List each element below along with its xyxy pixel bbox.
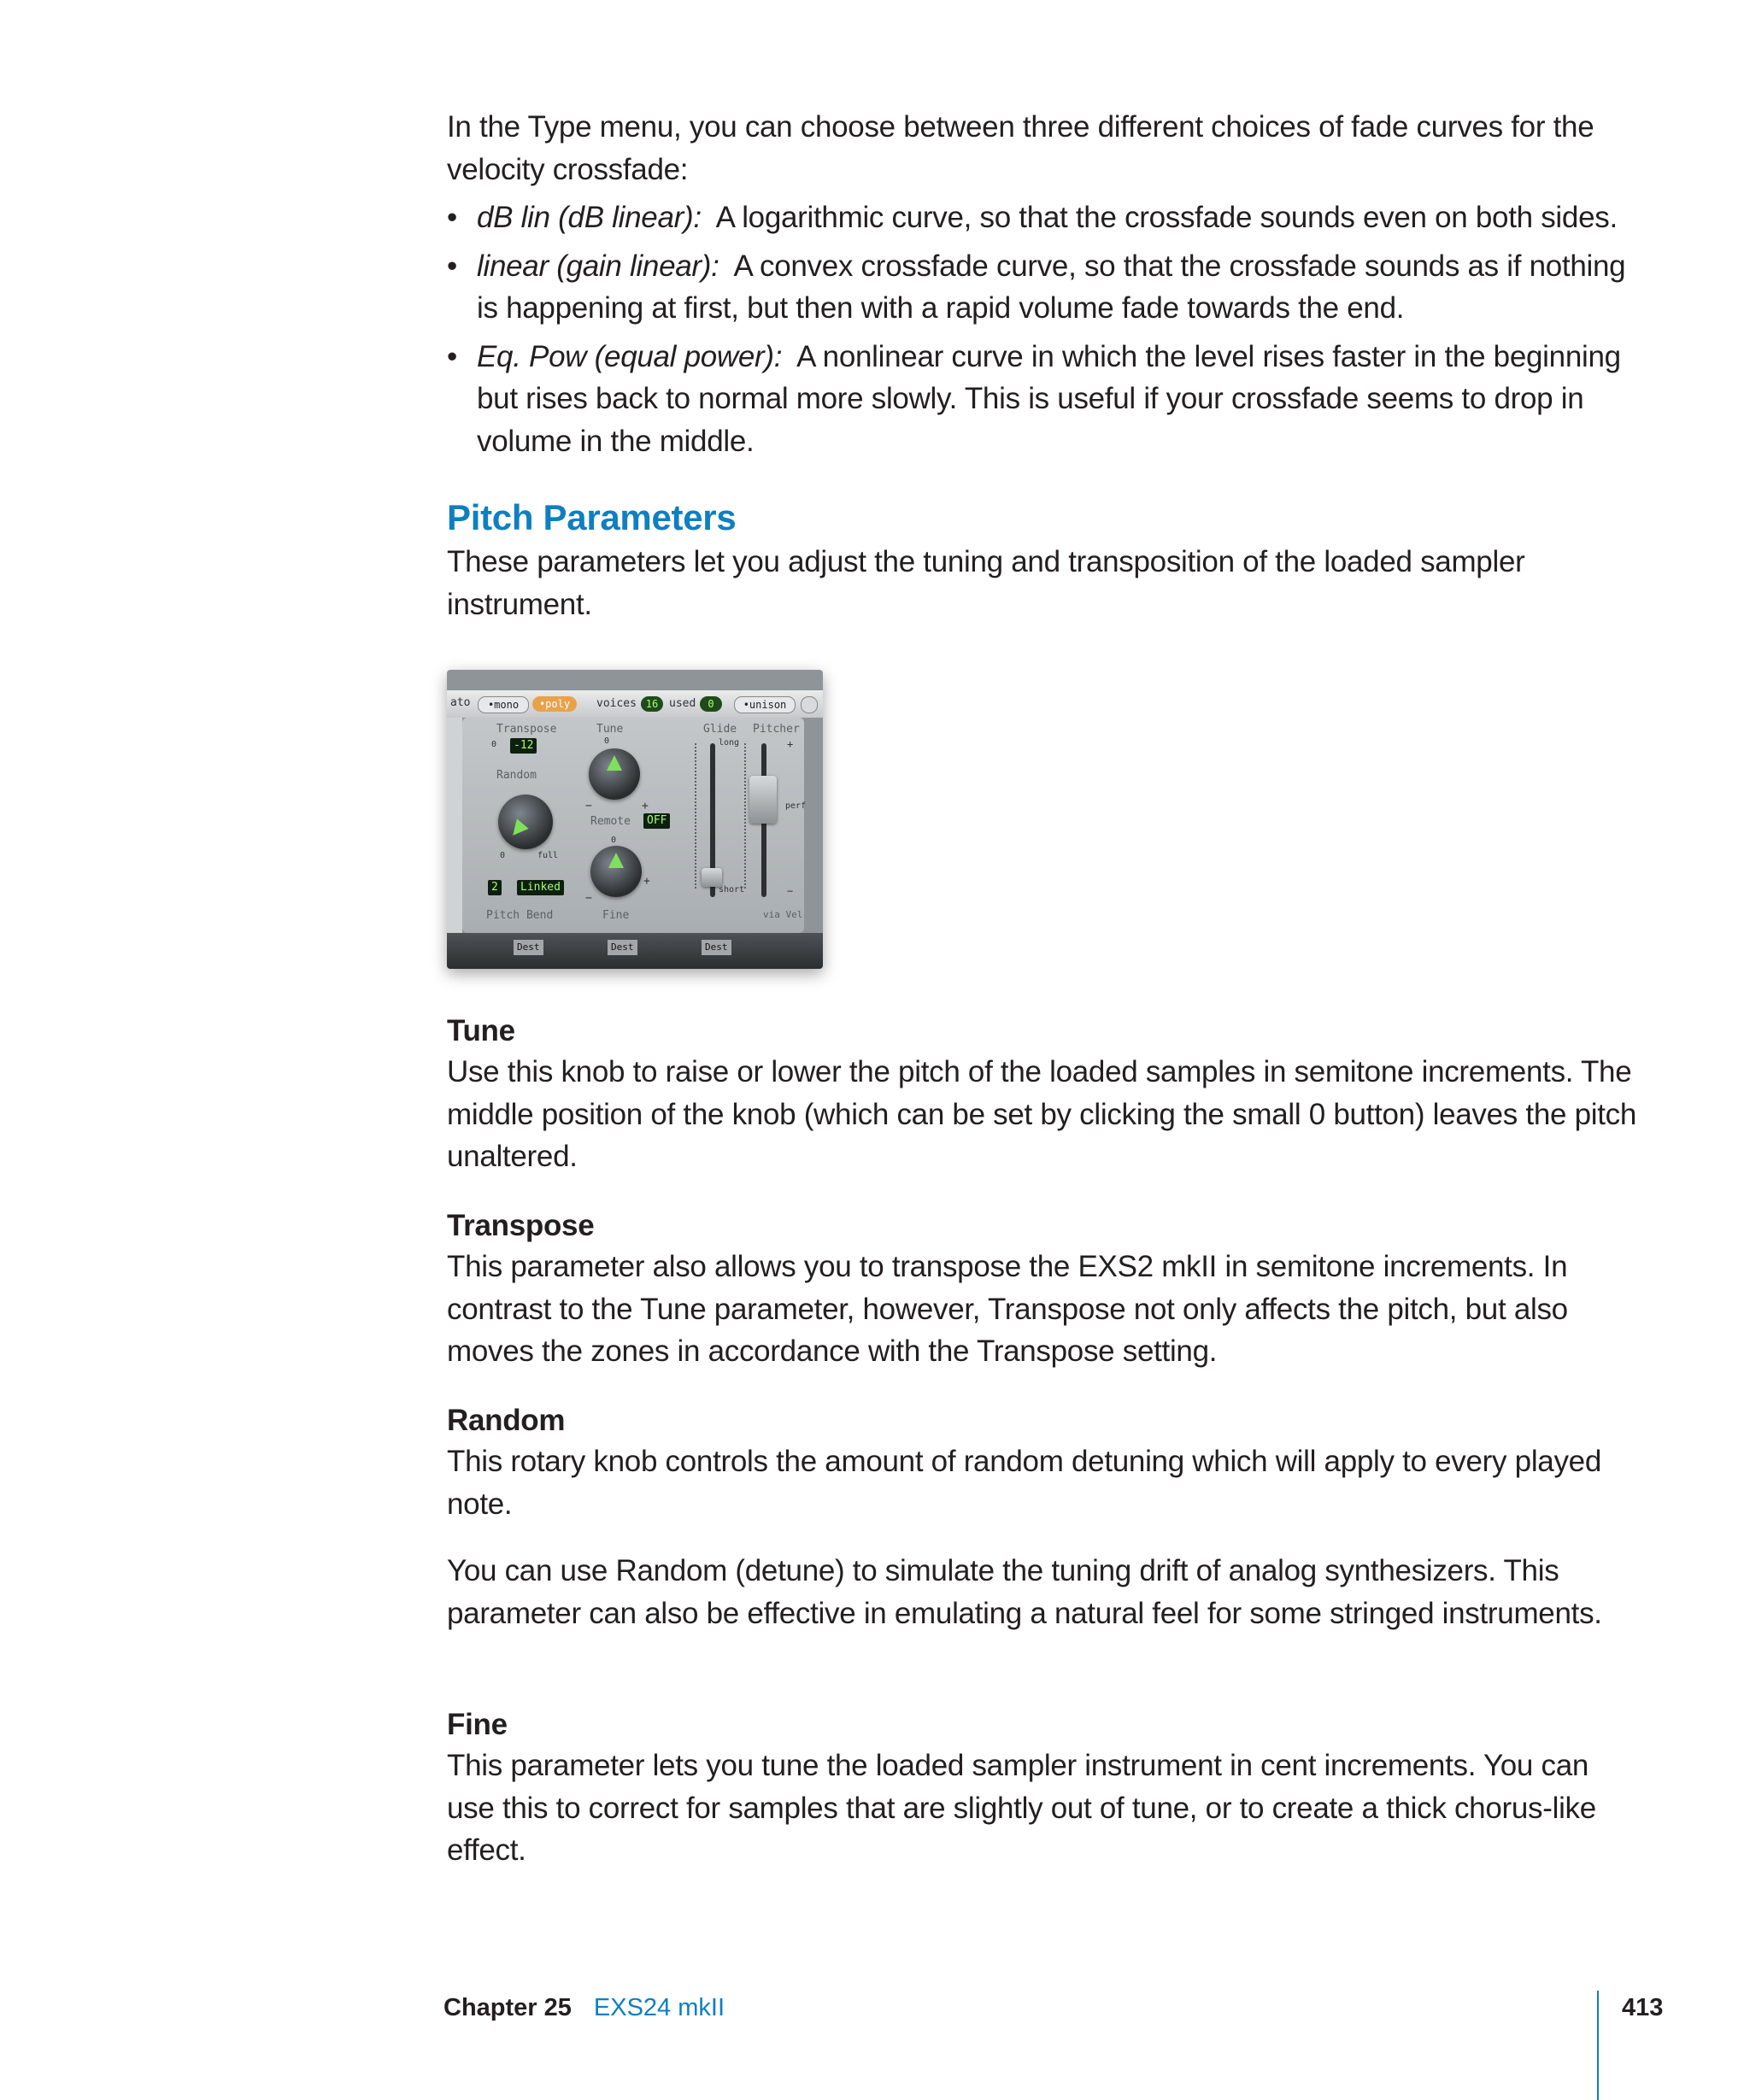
glide-scale bbox=[695, 743, 705, 889]
random-description: This rotary knob controls the amount of random detuning which will apply to every played note. bbox=[447, 1445, 1601, 1521]
dest-menu[interactable]: Dest bbox=[608, 940, 637, 955]
pitcher-label: Pitcher bbox=[753, 723, 800, 736]
transpose-description: This parameter also allows you to transpose the EXS2 mkII in semitone increments. In contrast to the Tune parameter, however, Transpose not only affects the pitch, but also moves the zones in accordance with the Transpose setting. bbox=[447, 1250, 1568, 1368]
glide-slider-handle[interactable] bbox=[702, 868, 722, 887]
collapse-icon[interactable] bbox=[801, 696, 818, 713]
transpose-value[interactable]: -12 bbox=[510, 738, 537, 754]
page-footer bbox=[443, 1991, 725, 2025]
random-label: Random bbox=[496, 769, 537, 782]
dest-menu[interactable]: Dest bbox=[514, 940, 543, 955]
list-item bbox=[447, 336, 1643, 463]
list-item-term: dB lin (dB linear): bbox=[477, 201, 702, 234]
transpose-heading: Transpose bbox=[447, 1209, 595, 1242]
pitch-panel-figure bbox=[447, 670, 823, 969]
tune-description: Use this knob to raise or lower the pitch of the loaded samples in semitone increments. The middle position of the knob (which can be set by clicking the small 0 button) leaves the pitch unaltered. bbox=[447, 1055, 1637, 1173]
intro-paragraph: In the Type menu, you can choose between three different choices of fade curves for the velocity crossfade: bbox=[447, 110, 1594, 186]
voices-value[interactable]: 16 bbox=[641, 696, 663, 712]
random-min-label: 0 bbox=[500, 851, 506, 860]
pitcher-plus-label: + bbox=[787, 738, 794, 750]
tab-label: ato bbox=[450, 696, 471, 709]
bullet-icon: • bbox=[447, 339, 457, 373]
mono-button[interactable]: •mono bbox=[478, 696, 529, 713]
section-intro: These parameters let you adjust the tuning and transposition of the loaded sampler instrument. bbox=[447, 545, 1525, 621]
fine-heading: Fine bbox=[447, 1708, 508, 1741]
bullet-icon: • bbox=[447, 201, 457, 234]
tune-plus-label: + bbox=[642, 800, 649, 812]
via-vel-label: via Vel bbox=[763, 909, 803, 920]
footer-divider bbox=[1597, 1991, 1599, 2100]
dest-menu[interactable]: Dest bbox=[702, 940, 731, 955]
fine-label: Fine bbox=[602, 909, 630, 922]
bend-linked-value[interactable]: Linked bbox=[517, 880, 564, 895]
bend-up-value[interactable]: 2 bbox=[488, 880, 502, 895]
fade-curve-list bbox=[447, 197, 1643, 468]
tune-label: Tune bbox=[596, 723, 624, 736]
list-item bbox=[447, 197, 1643, 239]
pitch-bend-label: Pitch Bend bbox=[486, 909, 554, 922]
pitcher-slider-handle[interactable] bbox=[749, 776, 777, 824]
fine-minus-label: − bbox=[585, 892, 592, 905]
pitch-section bbox=[462, 718, 807, 933]
voices-label: voices bbox=[596, 697, 637, 710]
bullet-icon: • bbox=[447, 249, 457, 283]
transpose-zero-button[interactable]: 0 bbox=[491, 740, 497, 749]
poly-button[interactable]: •poly bbox=[532, 696, 577, 712]
fine-zero-button[interactable]: 0 bbox=[611, 836, 617, 845]
list-item-term: Eq. Pow (equal power): bbox=[477, 339, 783, 373]
list-item bbox=[447, 245, 1643, 330]
tune-minus-label: − bbox=[585, 800, 592, 812]
tune-zero-button[interactable]: 0 bbox=[604, 736, 610, 746]
unison-button[interactable]: •unison bbox=[734, 696, 796, 713]
knob-pointer-icon bbox=[507, 818, 528, 840]
modulation-strip bbox=[447, 933, 823, 969]
random-knob[interactable] bbox=[498, 795, 553, 849]
list-item-text: A convex crossfade curve, so that the crossfade sounds as if nothing is happening at first, but then with a rapid volume fade towards the end. bbox=[477, 249, 1626, 325]
panel-left-edge bbox=[447, 718, 462, 933]
glide-short-label: short bbox=[719, 885, 745, 895]
pitcher-minus-label: − bbox=[787, 885, 794, 897]
list-item-text: A logarithmic curve, so that the crossfade sounds even on both sides. bbox=[715, 201, 1618, 234]
remote-label: Remote bbox=[590, 815, 631, 828]
fine-description: This parameter lets you tune the loaded sampler instrument in cent increments. You can use this to correct for samples that are slightly out of tune, or to create a thick chorus-like effect. bbox=[447, 1749, 1596, 1867]
pitcher-perf-label: perf bbox=[785, 801, 807, 811]
used-value: 0 bbox=[700, 696, 722, 712]
list-item-text: A nonlinear curve in which the level rises faster in the beginning but rises back to normal more slowly. This is useful if your crossfade seems to drop in volume in the middle. bbox=[477, 339, 1621, 458]
fine-knob[interactable] bbox=[590, 846, 642, 897]
transpose-label: Transpose bbox=[496, 723, 557, 736]
chapter-title-link[interactable]: EXS24 mkII bbox=[593, 1994, 725, 2021]
glide-label: Glide bbox=[703, 723, 737, 736]
tune-heading: Tune bbox=[447, 1014, 515, 1047]
random-max-label: full bbox=[537, 851, 559, 860]
chapter-label: Chapter 25 bbox=[443, 1994, 572, 2021]
tune-knob[interactable] bbox=[589, 748, 640, 800]
random-detail: You can use Random (detune) to simulate the tuning drift of analog synthesizers. This parameter can also be effective in emulating a natural feel for some stringed instruments. bbox=[447, 1554, 1602, 1630]
random-heading: Random bbox=[447, 1404, 566, 1437]
knob-pointer-icon bbox=[607, 755, 622, 771]
used-label: used bbox=[669, 697, 696, 710]
fine-plus-label: + bbox=[643, 875, 650, 888]
section-heading: Pitch Parameters bbox=[447, 497, 737, 537]
list-item-term: linear (gain linear): bbox=[477, 249, 719, 283]
panel-top-bar bbox=[447, 690, 823, 718]
remote-value[interactable]: OFF bbox=[643, 813, 670, 829]
knob-pointer-icon bbox=[608, 853, 624, 868]
glide-long-label: long bbox=[719, 738, 740, 748]
page-number: 413 bbox=[1622, 1994, 1664, 2021]
